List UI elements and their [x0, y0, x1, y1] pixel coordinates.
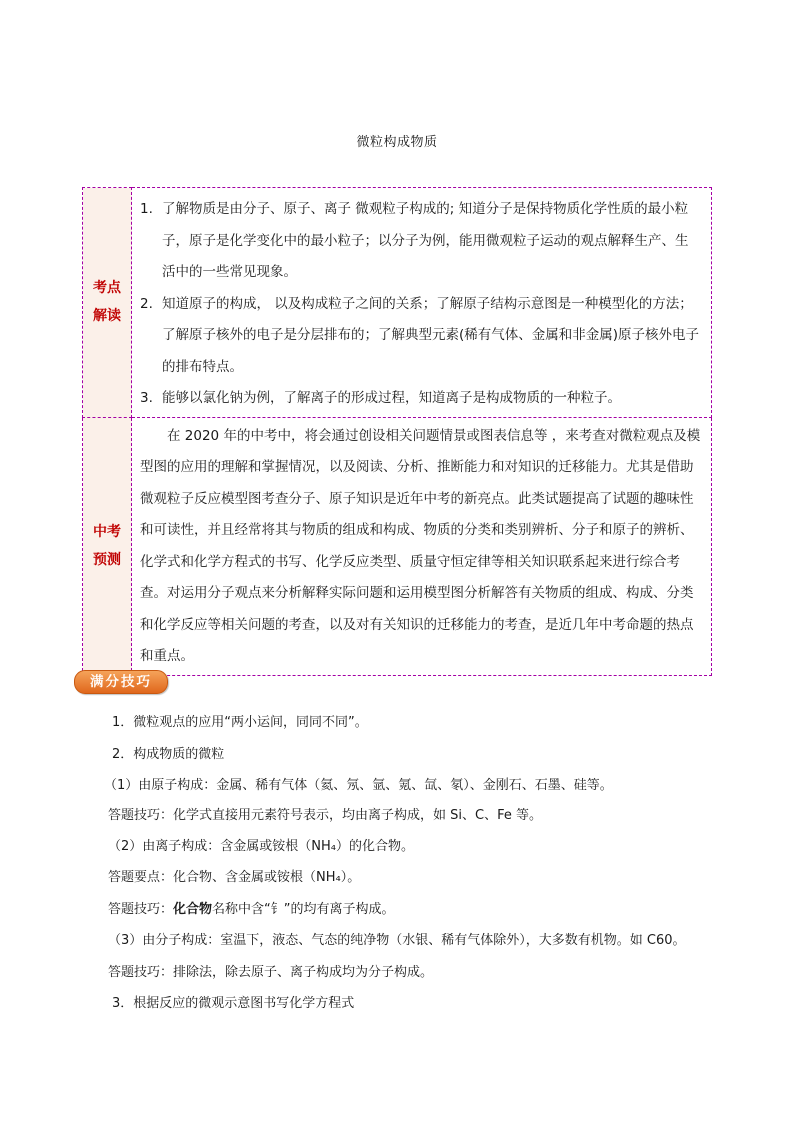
zhongkao-content [132, 417, 712, 675]
tip-line [108, 898, 395, 917]
kaodian-item [138, 383, 701, 415]
kaodian-item [138, 289, 701, 384]
tip-line: 答题要点：化合物、含金属或铵根（NH₄）。 [108, 870, 361, 885]
kaodian-label-line2: 解读 [93, 308, 121, 325]
zhongkao-label [83, 417, 132, 675]
kaodian-content [132, 188, 712, 418]
zhongkao-row [83, 417, 712, 675]
zhongkao-label-line2: 预测 [93, 552, 121, 568]
tip-suffix: 名称中含“钅”的均有离子构成。 [212, 902, 395, 917]
item-text: 了解物质是由分子、原子、离子 微观粒子构成的; 知道分子是保持物质化学性质的最小粒子，原子是化学变化中的最小粒子；以分子为例，能用微观粒子运动的观点解释生产、生活中的一些常见现象。 [162, 201, 689, 280]
tip-line: 2．构成物质的微粒 [112, 747, 225, 762]
kaodian-row [83, 188, 712, 418]
page-title: 微粒构成物质 [356, 135, 438, 150]
item-number: 2. [140, 295, 153, 312]
kaodian-item [138, 194, 701, 289]
tip-line: 答题技巧：化学式直接用元素符号表示，均由离子构成，如 Si、C、Fe 等。 [108, 808, 542, 823]
tip-line: （1）由原子构成：金属、稀有气体（氦、氖、氩、氪、氙、氡）、金刚石、石墨、硅等。 [104, 778, 613, 793]
tip-line: 答题技巧：排除法，除去原子、离子构成均为分子构成。 [108, 965, 434, 980]
zhongkao-paragraph: 在 2020 年的中考中，将会通过创设相关问题情景或图表信息等 ，来考查对微粒观点及模型图的应用的理解和掌握情况，以及阅读、分析、推断能力和对知识的迁移能力。尤其是借助微观粒子反应模型图考查分子、原子知识是近年中考的新亮点。此类试题提高了试题的趣味性和可读性，并且经常将其与物质的组成和构成、物质的分类和类别辨析、分子和原子的辨析、化学式和化学方程式的书写、化学反应类型、质量守恒定律等相关知识联系起来进行综合考查。对运用分子观点来分析解释实际问题和运用模型图分析解答有关物质的组成、构成、分类和化学反应等相关问题的考查，以及对有关知识的迁移能力的考查，是近几年中考命题的热点和重点。 [140, 427, 701, 664]
item-text: 知道原子的构成， 以及构成粒子之间的关系；了解原子结构示意图是一种模型化的方法；了解原子核外的电子是分层排布的；了解典型元素(稀有气体、金属和非金属)原子核外电子的排布特点。 [162, 295, 700, 375]
tip-line: 3．根据反应的微观示意图书写化学方程式 [112, 996, 355, 1011]
item-number: 3. [140, 390, 153, 406]
zhongkao-label-line1: 中考 [93, 524, 121, 540]
tip-line: （2）由离子构成：含金属或铵根（NH₄）的化合物。 [108, 839, 414, 854]
exam-info-table [82, 187, 712, 676]
tip-line: 1．微粒观点的应用“两小运间，同同不同”。 [112, 715, 368, 730]
tip-bold: 化合物 [173, 902, 213, 917]
tip-prefix: 答题技巧： [108, 902, 174, 917]
tip-line: （3）由分子构成：室温下，液态、气态的纯净物（水银、稀有气体除外），大多数有机物。如 C60。 [108, 933, 686, 948]
section-tag: 满分技巧 [74, 670, 168, 694]
kaodian-label [83, 188, 132, 418]
item-number: 1. [140, 201, 153, 217]
item-text: 能够以氯化钠为例，了解离子的形成过程，知道离子是构成物质的一种粒子。 [162, 390, 621, 406]
kaodian-label-line1: 考点 [93, 280, 121, 297]
